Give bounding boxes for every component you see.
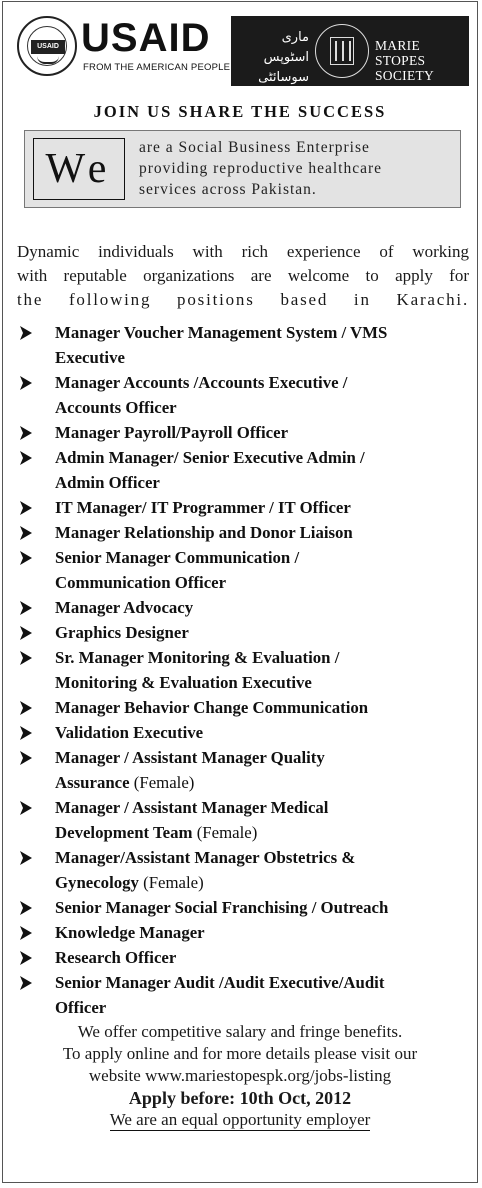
position-title-line: Monitoring & Evaluation Executive bbox=[55, 673, 312, 692]
arrow-bullet-icon bbox=[19, 651, 33, 665]
intro-box bbox=[24, 130, 461, 208]
footer bbox=[3, 1021, 477, 1131]
position-title-line: Communication Officer bbox=[55, 573, 227, 592]
position-item bbox=[17, 895, 473, 920]
arrow-bullet-icon bbox=[19, 951, 33, 965]
intro-line: Dynamic individuals with rich experience of working bbox=[17, 242, 469, 261]
position-title-text: Gynecology bbox=[55, 873, 139, 892]
arrow-bullet-icon bbox=[19, 326, 33, 340]
position-item bbox=[17, 420, 473, 445]
arrow-bullet-icon bbox=[19, 526, 33, 540]
position-item bbox=[17, 845, 473, 895]
position-title-line: Research Officer bbox=[55, 948, 177, 967]
position-title-text: Development Team bbox=[55, 823, 193, 842]
position-item bbox=[17, 720, 473, 745]
usaid-seal-icon bbox=[17, 16, 77, 76]
position-title-line: Admin Officer bbox=[55, 473, 160, 492]
position-title-line: Manager Advocacy bbox=[55, 598, 194, 617]
position-title-line: Accounts Officer bbox=[55, 398, 177, 417]
arrow-bullet-icon bbox=[19, 426, 33, 440]
apply-online-text: To apply online and for more details please visit our bbox=[62, 1044, 418, 1063]
arrow-bullet-icon bbox=[19, 551, 33, 565]
position-item bbox=[17, 520, 473, 545]
position-title-line: Manager / Assistant Manager Medical bbox=[55, 798, 329, 817]
position-item bbox=[17, 920, 473, 945]
position-item bbox=[17, 745, 473, 795]
position-item bbox=[17, 545, 473, 595]
position-title-line: Senior Manager Social Franchising / Outreach bbox=[55, 898, 389, 917]
position-title-text: Assurance bbox=[55, 773, 130, 792]
position-title-line bbox=[55, 770, 473, 795]
tagline: JOIN US SHARE THE SUCCESS bbox=[93, 102, 387, 121]
position-title-line bbox=[55, 870, 473, 895]
arrow-bullet-icon bbox=[19, 751, 33, 765]
position-title-line: Knowledge Manager bbox=[55, 923, 205, 942]
intro-paragraph bbox=[17, 240, 469, 312]
position-qualifier: (Female) bbox=[143, 873, 204, 892]
intro-box-line: services across Pakistan. bbox=[139, 181, 317, 198]
position-item bbox=[17, 595, 473, 620]
arrow-bullet-icon bbox=[19, 451, 33, 465]
mss-urdu-name: ماری اسٹوپس سوسائٹی bbox=[258, 30, 309, 85]
arrow-bullet-icon bbox=[19, 976, 33, 990]
arrow-bullet-icon bbox=[19, 926, 33, 940]
position-item bbox=[17, 645, 473, 695]
position-title-line: Validation Executive bbox=[55, 723, 204, 742]
intro-line: with reputable organizations are welcome to apply for bbox=[17, 266, 469, 285]
arrow-bullet-icon bbox=[19, 701, 33, 715]
benefits-text: We offer competitive salary and fringe benefits. bbox=[77, 1022, 403, 1041]
intro-box-line: are a Social Business Enterprise bbox=[139, 139, 370, 156]
marie-stopes-logo bbox=[231, 16, 469, 86]
deadline-text: Apply before: 10th Oct, 2012 bbox=[128, 1088, 352, 1108]
mss-crest-icon bbox=[315, 24, 369, 78]
intro-box-line: providing reproductive healthcare bbox=[139, 160, 383, 177]
arrow-bullet-icon bbox=[19, 851, 33, 865]
intro-line: the following positions based in Karachi. bbox=[17, 290, 469, 309]
position-title-line: Senior Manager Audit /Audit Executive/Audit bbox=[55, 973, 385, 992]
equal-opportunity-text: We are an equal opportunity employer bbox=[109, 1110, 371, 1129]
intro-box-description bbox=[139, 137, 459, 200]
position-item bbox=[17, 970, 473, 1020]
position-title-line: Senior Manager Communication / bbox=[55, 548, 300, 567]
position-item bbox=[17, 795, 473, 845]
position-title-line: IT Manager/ IT Programmer / IT Officer bbox=[55, 498, 351, 517]
mss-name-line1: MARIE STOPES bbox=[375, 38, 426, 68]
position-title-line: Officer bbox=[55, 998, 107, 1017]
positions-list bbox=[17, 320, 473, 1020]
position-title-line: Manager Behavior Change Communication bbox=[55, 698, 369, 717]
mss-name-line2: SOCIETY bbox=[375, 68, 435, 83]
arrow-bullet-icon bbox=[19, 801, 33, 815]
position-qualifier: (Female) bbox=[133, 773, 195, 792]
position-title-line: Manager Relationship and Donor Liaison bbox=[55, 523, 353, 542]
arrow-bullet-icon bbox=[19, 501, 33, 515]
position-title-line: Manager Payroll/Payroll Officer bbox=[55, 423, 289, 442]
position-item bbox=[17, 695, 473, 720]
position-item bbox=[17, 945, 473, 970]
we-label: We bbox=[33, 138, 125, 200]
position-title-line: Manager/Assistant Manager Obstetrics & bbox=[55, 848, 356, 867]
position-item bbox=[17, 620, 473, 645]
position-title-line: Admin Manager/ Senior Executive Admin / bbox=[55, 448, 365, 467]
position-title-line: Executive bbox=[55, 348, 125, 367]
position-title-line: Manager / Assistant Manager Quality bbox=[55, 748, 325, 767]
job-advertisement bbox=[2, 1, 478, 1183]
position-item bbox=[17, 370, 473, 420]
usaid-seal-text: USAID bbox=[31, 40, 65, 54]
usaid-tagline: FROM THE AMERICAN PEOPLE bbox=[83, 62, 231, 73]
position-title-line: Manager Voucher Management System / VMS bbox=[55, 323, 388, 342]
position-item bbox=[17, 320, 473, 370]
position-title-line: Manager Accounts /Accounts Executive / bbox=[55, 373, 348, 392]
position-qualifier: (Female) bbox=[196, 823, 258, 842]
position-title-line bbox=[55, 820, 473, 845]
arrow-bullet-icon bbox=[19, 376, 33, 390]
mss-name bbox=[375, 38, 469, 83]
position-item bbox=[17, 445, 473, 495]
arrow-bullet-icon bbox=[19, 601, 33, 615]
arrow-bullet-icon bbox=[19, 626, 33, 640]
position-title-line: Sr. Manager Monitoring & Evaluation / bbox=[55, 648, 340, 667]
usaid-logo bbox=[17, 16, 229, 82]
website-text: website www.mariestopespk.org/jobs-listing bbox=[88, 1066, 392, 1085]
header bbox=[3, 2, 477, 94]
position-title-line: Graphics Designer bbox=[55, 623, 189, 642]
usaid-wordmark: USAID bbox=[81, 16, 211, 60]
arrow-bullet-icon bbox=[19, 726, 33, 740]
position-item bbox=[17, 495, 473, 520]
arrow-bullet-icon bbox=[19, 901, 33, 915]
